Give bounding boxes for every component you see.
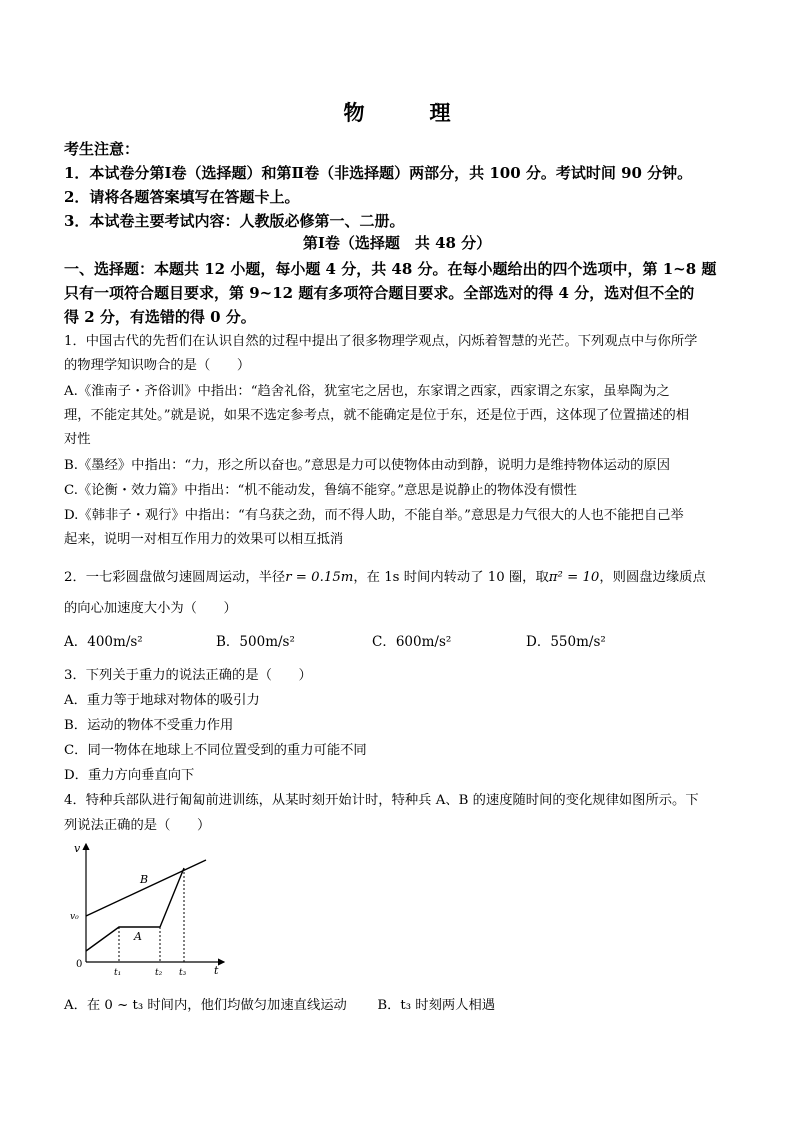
q4-stem-2: 列说法正确的是（ ） (64, 818, 211, 833)
q2-text-c: ，则圆盘边缘质点 (599, 570, 706, 585)
q1-option-d-1: D.《韩非子・观行》中指出：“有乌获之劲，而不得人助，不能自举。”意思是力气很大的人也不能把自己举 (64, 508, 684, 523)
q2-stem-2: 的向心加速度大小为（ ） (64, 601, 237, 616)
q4-stem-1: 4．特种兵部队进行匍匐前进训练，从某时刻开始计时，特种兵 A、B 的速度随时间的变化规律如图所示。下 (64, 793, 699, 808)
q3-option-c: C．同一物体在地球上不同位置受到的重力可能不同 (64, 743, 367, 758)
notice-item-1: 1．本试卷分第Ⅰ卷（选择题）和第Ⅱ卷（非选择题）两部分，共 100 分。考试时间 90 分钟。 (64, 164, 693, 182)
instructions-line-2: 只有一项符合题目要求，第 9~12 题有多项符合题目要求。全部选对的得 4 分，选对但不全的 (64, 284, 695, 302)
q4-option-a: A．在 0 ~ t₃ 时间内，他们均做匀加速直线运动 (64, 998, 347, 1013)
t2-label: t₂ (155, 968, 163, 978)
q2-text-b: ，在 1s 时间内转动了 10 圈，取 (353, 570, 549, 585)
instructions-line-1: 一、选择题：本题共 12 小题，每小题 4 分，共 48 分。在每小题给出的四个选项中，第 1~8 题 (64, 260, 717, 278)
q1-option-a-1: A.《淮南子・齐俗训》中指出：“趋舍礼俗，犹室宅之居也，东家谓之西家，西家谓之东家，虽皋陶为之 (64, 384, 670, 399)
q3-stem: 3．下列关于重力的说法正确的是（ ） (64, 668, 312, 683)
instructions-line-3: 得 2 分，有选错的得 0 分。 (64, 308, 256, 326)
q1-option-d-2: 起来，说明一对相互作用力的效果可以相互抵消 (64, 532, 344, 547)
v-label: v (74, 842, 81, 855)
q3-option-d: D．重力方向垂直向下 (64, 768, 195, 783)
b-label: B (140, 873, 149, 886)
q1-option-c: C.《论衡・效力篇》中指出：“机不能动发，鲁缟不能穿。”意思是说静止的物体没有惯性 (64, 483, 577, 498)
q2-option-b: B．500m/s² (216, 634, 295, 650)
page-title: 物 理 (343, 100, 473, 125)
section-heading: 第Ⅰ卷（选择题 共 48 分） (302, 234, 492, 252)
q1-option-b: B.《墨经》中指出：“力，形之所以奋也。”意思是力可以使物体由动到静，说明力是维持物体运动的原因 (64, 458, 671, 473)
notice-heading: 考生注意： (64, 140, 140, 158)
q3-option-a: A．重力等于地球对物体的吸引力 (64, 693, 260, 708)
line-b (86, 860, 206, 916)
q2-stem-1 (64, 566, 706, 590)
origin-label: 0 (76, 959, 83, 970)
q2-pi: π² = 10 (548, 570, 600, 585)
q2-option-d: D．550m/s² (526, 634, 606, 650)
t3-label: t₃ (179, 968, 187, 978)
q2-option-c: C．600m/s² (372, 634, 452, 650)
q3-option-b: B．运动的物体不受重力作用 (64, 718, 234, 733)
v0-label: v₀ (70, 912, 79, 922)
q4-options (64, 994, 495, 1013)
q1-stem-1: 1．中国古代的先哲们在认识自然的过程中提出了很多物理学观点，闪烁着智慧的光芒。下列观点中与你所学 (64, 334, 698, 349)
notice-item-2: 2．请将各题答案填写在答题卡上。 (64, 188, 300, 206)
q4-velocity-time-graph (64, 838, 234, 978)
q4-option-b: B．t₃ 时刻两人相遇 (377, 998, 496, 1013)
q2-radius: r = 0.15m (285, 570, 354, 585)
q2-text-a: 2．一七彩圆盘做匀速圆周运动，半径 (64, 570, 286, 585)
a-label: A (134, 930, 142, 943)
t-label: t (214, 964, 219, 977)
q1-option-a-3: 对性 (64, 432, 91, 447)
q2-option-a: A．400m/s² (64, 634, 143, 650)
q1-option-a-2: 理，不能定其处。”就是说，如果不选定参考点，就不能确定是位于东，还是位于西，这体现了位置描述的相 (64, 408, 690, 423)
t1-label: t₁ (114, 968, 122, 978)
q1-stem-2: 的物理学知识吻合的是（ ） (64, 358, 251, 373)
notice-item-3: 3．本试卷主要考试内容：人教版必修第一、二册。 (64, 212, 405, 230)
